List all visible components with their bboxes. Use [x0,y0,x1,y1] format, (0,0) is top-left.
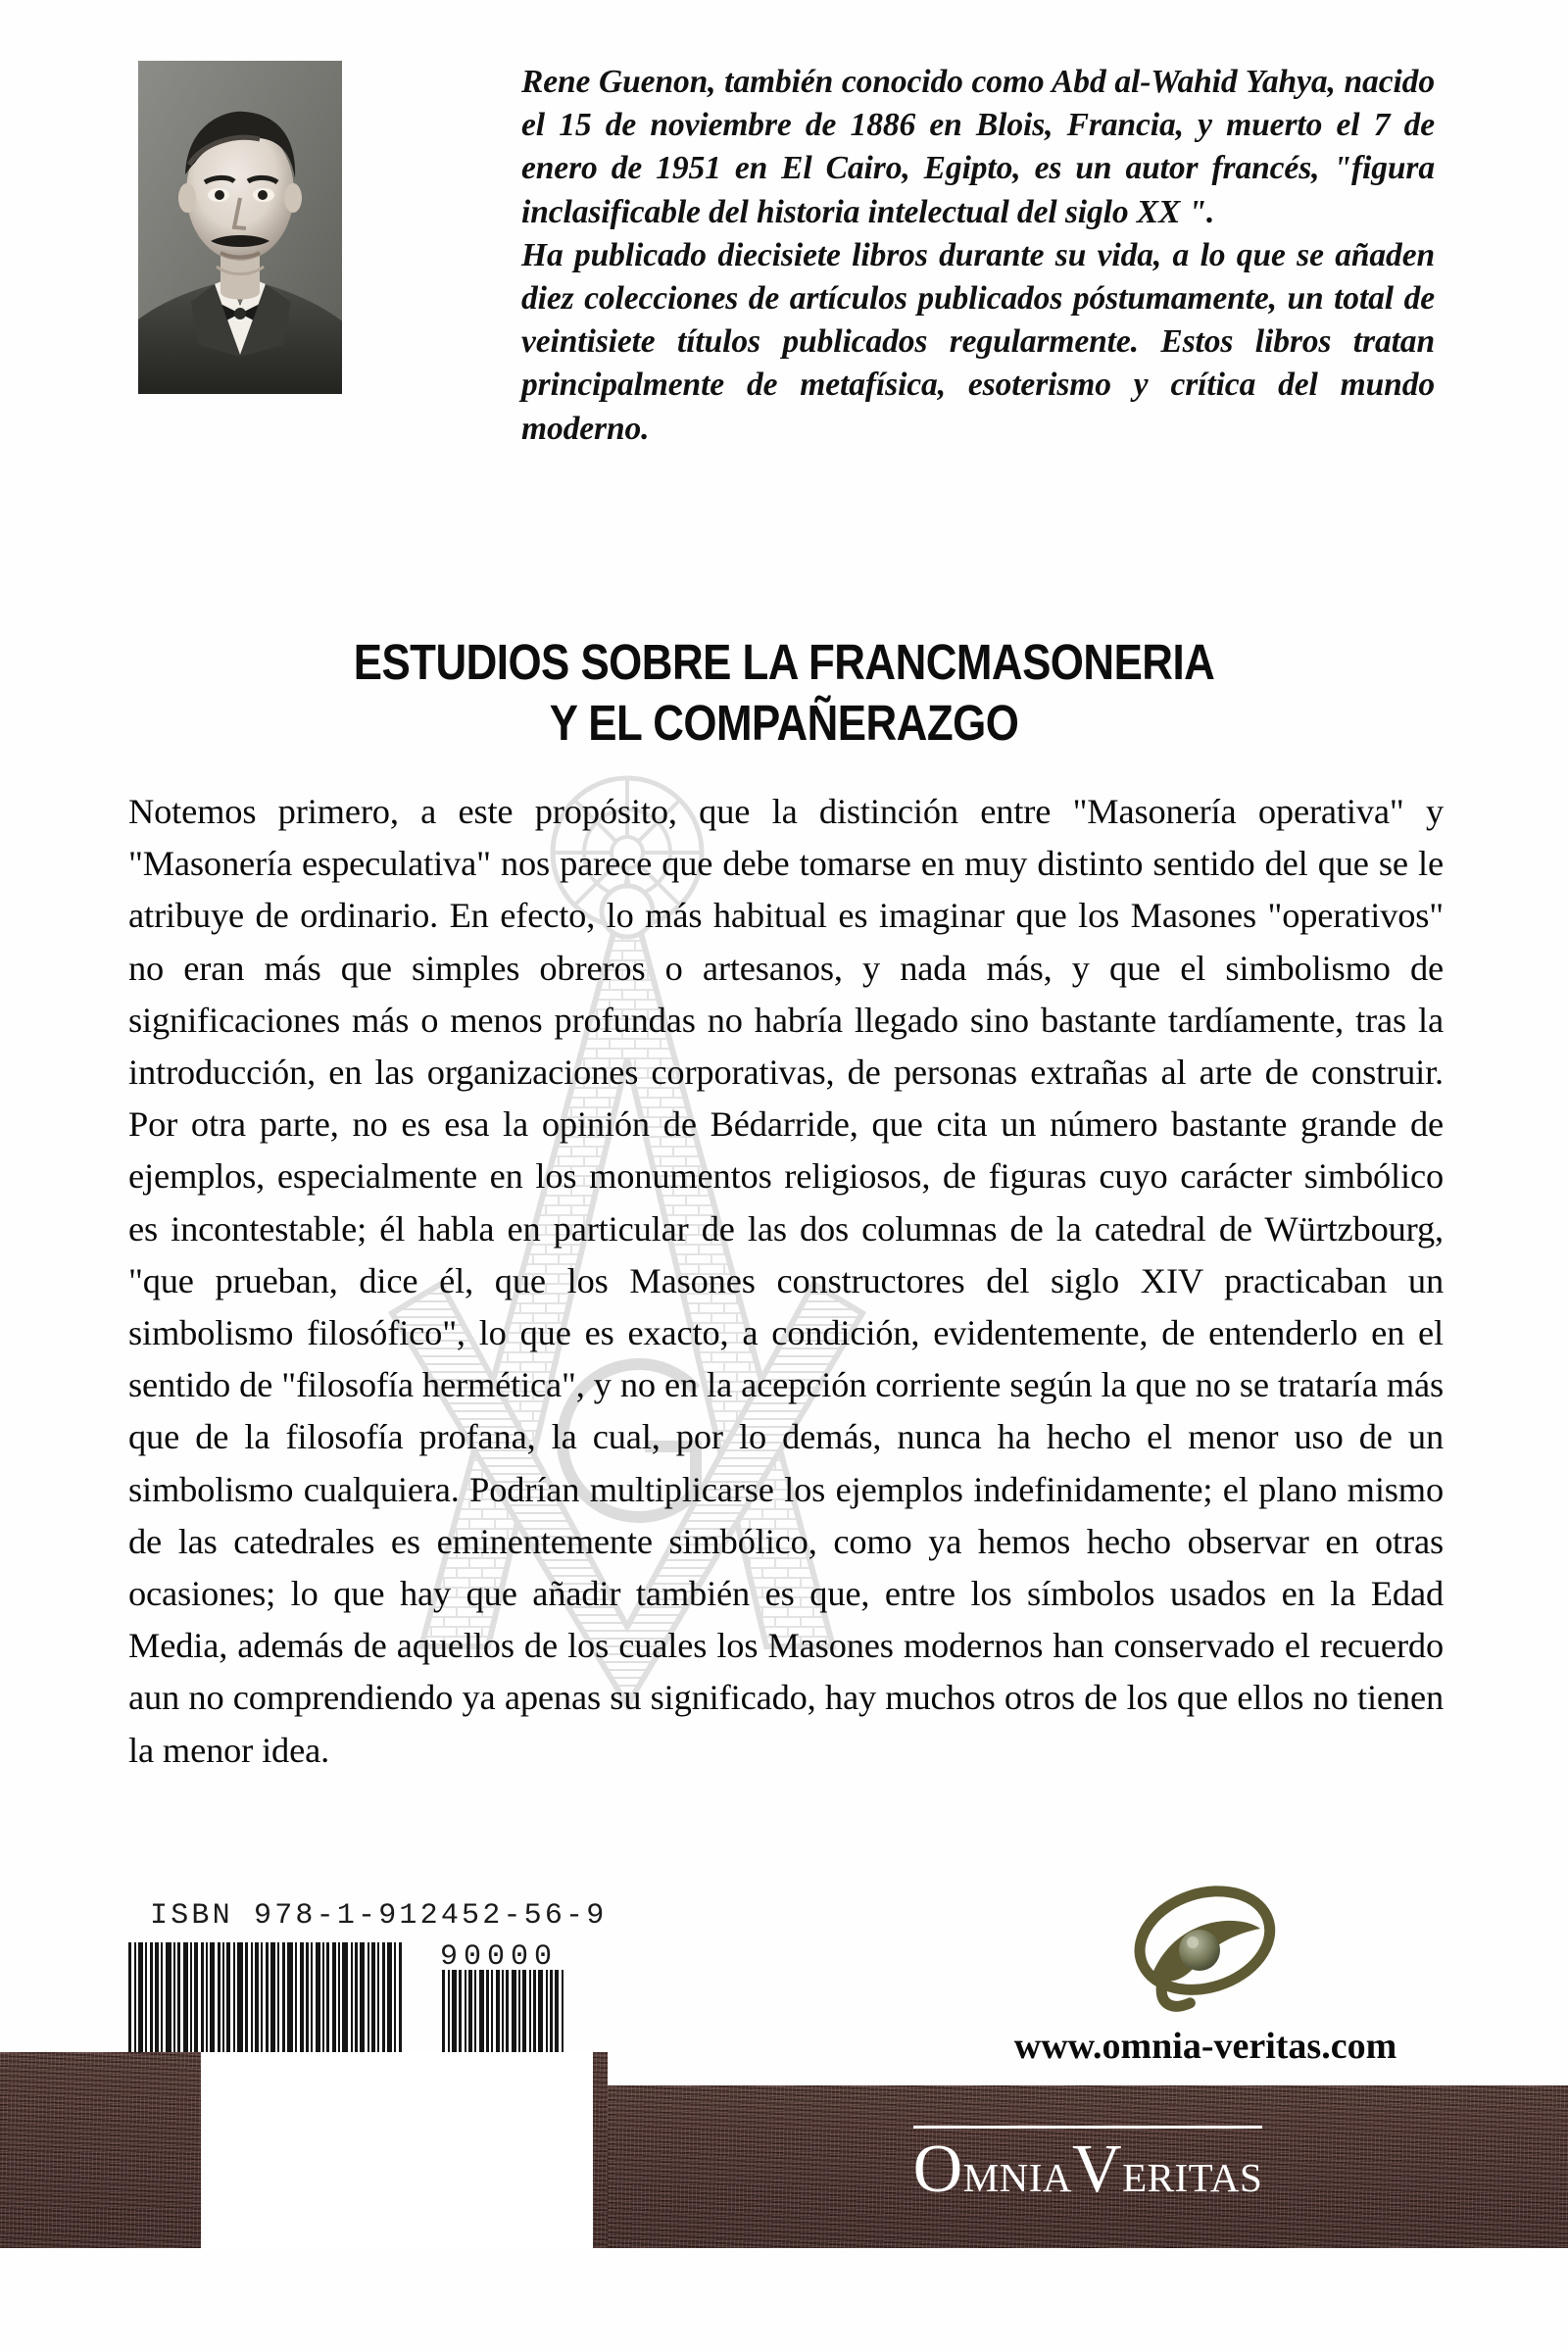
eye-logo-icon [1117,1872,1294,2019]
author-portrait-photo [138,61,342,394]
publisher-name-banner [608,2085,1568,2248]
publisher-name-text [913,2126,1263,2209]
book-excerpt-text [128,786,1444,1777]
barcode-white-backing [201,2052,593,2248]
publisher-name-eritas: eritas [1122,2139,1263,2204]
book-title [0,632,1568,754]
excerpt-paragraph: Notemos primero, a este propósito, que la distinción entre "Masonería operativa" y "Masonería especulativa" nos parece que debe tomarse en muy distinto sentido del que se le atribuye de ordinario. En efecto, lo más habitual es imaginar que los Masones "operativos" no eran más que simples obreros o artesanos, y nada más, y que el simbolismo de significaciones más o menos profundas no habría llegado sino bastante tardíamente, tras la introducción, en las organizaciones corporativas, de personas extrañas al arte de construir. Por otra parte, no es esa la opinión de Bédarride, que cita un número bastante grande de ejemplos, especialmente en los monumentos religiosos, de figuras cuyo carácter simbólico es incontestable; él habla en particular de las dos columnas de la catedral de Würtzbourg, "que prueban, dice él, que los Masones constructores del siglo XIV practicaban un simbolismo filosófico", lo que es exacto, a condición, evidentemente, de entenderlo en el sentido de "filosofía hermética", y no en la acepción corriente según la que no se trataría más que de la filosofía profana, la cual, por lo demás, nunca ha hecho el menor uso de un simbolismo cualquiera. Podrían multiplicarse los ejemplos indefinidamente; el plano mismo de las catedrales es eminentemente simbólico, como ya hemos hecho observar en otras ocasiones; lo que hay que añadir también es que, entre los símbolos usados en la Edad Media, además de aquellos de los cuales los Masones modernos han conservado el recuerdo aun no comprendiendo ya apenas su significado, hay muchos otros de los que ellos no tienen la menor idea. [128,792,1444,1770]
publisher-name-initial-o: O [912,2131,963,2207]
isbn-number: ISBN 978-1-912452-56-9 [150,1899,608,1933]
book-title-line-1: ESTUDIOS SOBRE LA FRANCMASONERIA [353,634,1215,690]
publisher-brand-area [843,1872,1568,2068]
addon-digits: 90000 [440,1940,559,1974]
bio-paragraph-1: Rene Guenon, también conocido como Abd al-Wahid Yahya, nacido el 15 de noviembre de 1886 en Blois, Francia, y muerto el 7 de enero de 1951 en El Cairo, Egipto, es un autor francés, "figura inclasificable del historia intelectual del siglo XX ". [521,64,1435,230]
publisher-name-mnia: mnia [962,2139,1073,2204]
publisher-website-url[interactable]: www.omnia-veritas.com [1013,2026,1397,2067]
author-biography [521,61,1435,451]
publisher-name-initial-v: V [1072,2131,1123,2207]
book-title-line-2: Y EL COMPAÑERAZGO [549,695,1019,751]
bio-paragraph-2: Ha publicado diecisiete libros durante su vida, a lo que se añaden diez colecciones de artículos publicados póstumamente, un total de veintisiete títulos publicados regularmente. Estos libros tratan principalmente de metafísica, esoterismo y crítica del mundo moderno. [521,236,1435,447]
